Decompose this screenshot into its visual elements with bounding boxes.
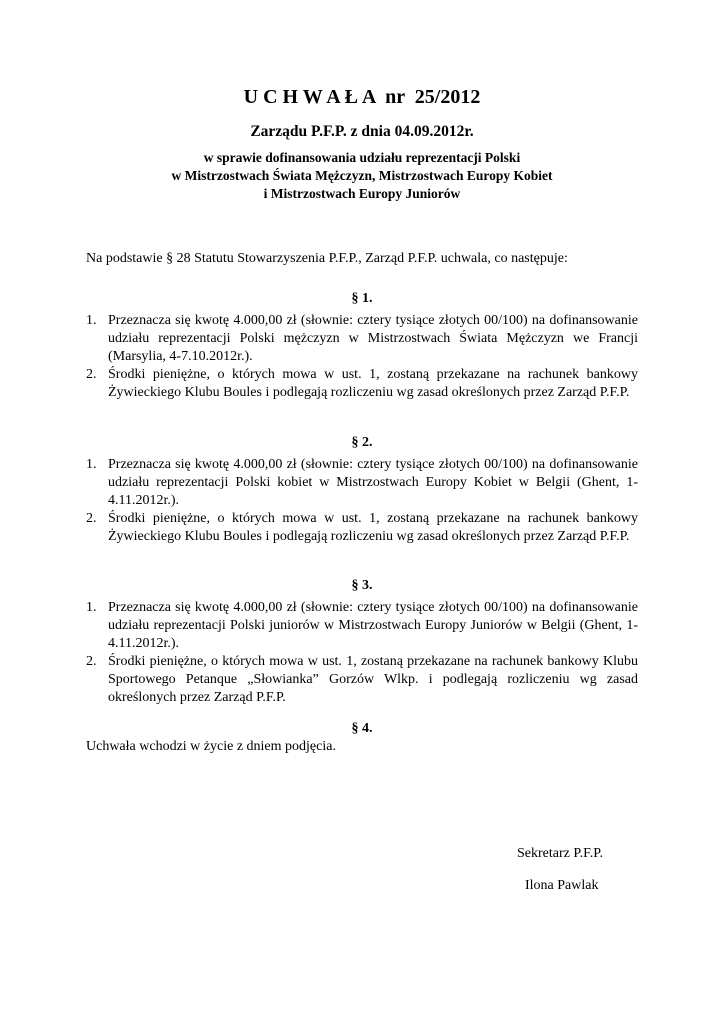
list-item <box>86 366 638 402</box>
section-heading: § 3. <box>351 578 373 593</box>
item-text: Środki pieniężne, o których mowa w ust. 1, zostaną przekazane na rachunek bankowy Żywieckiego Klubu Boules i podlegają rozliczeniu wg zasad określonych przez Zarząd P.F.P. <box>108 511 638 544</box>
subject-line: i Mistrzostwach Europy Juniorów <box>263 186 461 201</box>
subject-line: w sprawie dofinansowania udziału reprezentacji Polski <box>203 150 521 165</box>
item-text: Przeznacza się kwotę 4.000,00 zł (słownie: cztery tysiące złotych 00/100) na dofinansowanie udziału reprezentacji Polski mężczyzn w Mistrzostwach Świata Mężczyzn we Francji (Marsylia, 4-7.10.2012r.). <box>108 313 638 364</box>
item-number: 1. <box>86 457 97 472</box>
item-number: 2. <box>86 654 97 669</box>
signature-name: Ilona Pawlak <box>525 878 599 893</box>
final-statement: Uchwała wchodzi w życie z dniem podjęcia. <box>86 739 336 754</box>
signature-role: Sekretarz P.F.P. <box>517 846 603 861</box>
item-text: Przeznacza się kwotę 4.000,00 zł (słownie: cztery tysiące złotych 00/100) na dofinansowanie udziału reprezentacji Polski juniorów w Mistrzostwach Europy Juniorów w Belgii (Ghent, 1-4.11.2012r.). <box>108 600 638 651</box>
item-text: Środki pieniężne, o których mowa w ust. 1, zostaną przekazane na rachunek bankowy Klubu Sportowego Petanque „Słowianka” Gorzów Wlkp. i podlegają rozliczeniu wg zasad określonych przez Zarząd P.F.P. <box>108 654 638 705</box>
list-item <box>86 312 638 366</box>
list-item <box>86 599 638 653</box>
resolution-title: U C H W A Ł A nr 25/2012 <box>243 86 481 108</box>
section-heading: § 4. <box>351 721 373 736</box>
item-text: Przeznacza się kwotę 4.000,00 zł (słownie: cztery tysiące złotych 00/100) na dofinansowanie udziału reprezentacji Polski kobiet w Mistrzostwach Europy Kobiet w Belgii (Ghent, 1-4.11.2012r.). <box>108 457 638 508</box>
subject-line: w Mistrzostwach Świata Mężczyzn, Mistrzostwach Europy Kobiet <box>171 168 553 183</box>
list-item <box>86 510 638 546</box>
section-3 <box>86 577 638 707</box>
list-item <box>86 456 638 510</box>
section-2 <box>86 434 638 546</box>
item-number: 1. <box>86 600 97 615</box>
item-text: Środki pieniężne, o których mowa w ust. 1, zostaną przekazane na rachunek bankowy Żywieckiego Klubu Boules i podlegają rozliczeniu wg zasad określonych przez Zarząd P.F.P. <box>108 367 638 400</box>
section-1 <box>86 290 638 402</box>
intro-paragraph: Na podstawie § 28 Statutu Stowarzyszenia P.F.P., Zarząd P.F.P. uchwala, co następuje: <box>86 251 568 266</box>
section-heading: § 1. <box>351 291 373 306</box>
item-number: 1. <box>86 313 97 328</box>
section-heading: § 2. <box>351 435 373 450</box>
list-item <box>86 653 638 707</box>
resolution-subject <box>0 149 724 203</box>
item-number: 2. <box>86 367 97 382</box>
item-number: 2. <box>86 511 97 526</box>
resolution-subtitle: Zarządu P.F.P. z dnia 04.09.2012r. <box>250 123 474 140</box>
